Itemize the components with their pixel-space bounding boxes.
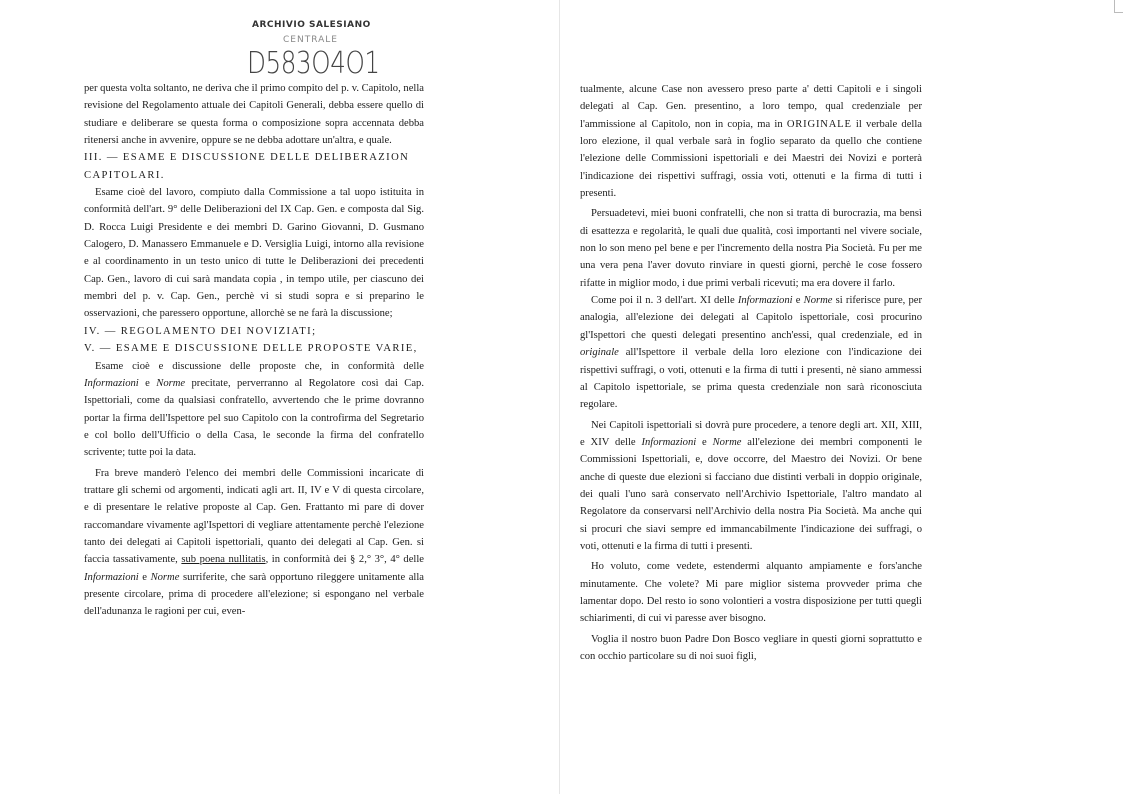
left-text-column xyxy=(84,80,424,621)
section-heading-iii: III. — ESAME E DISCUSSIONE DELLE DELIBERAZION CAPITOLARI. xyxy=(84,152,410,181)
right-paragraph: Voglia il nostro buon Padre Don Bosco vegliare in questi giorni soprattutto e con occhio particolare su di noi suoi figli, xyxy=(580,633,922,662)
right-text-column xyxy=(580,81,922,665)
page-corner-mark xyxy=(1114,0,1123,13)
right-paragraph: Come poi il n. 3 dell'art. XI delle Informazioni e Norme si riferisce pure, per analogia, all'elezione dei delegati al Capitolo ispettoriale, così procurino gl'Ispettori che questi delegati presentino anch'essi, qual credenziale, ed in originale all'Ispettore il verbale della loro elezione con l'indicazione dei rispettivi suffragi, o voti, ottenuti e la firma di tutti i presenti, nè siano ammessi al Capitolo ispettoriale, se prima questa credenziale non sarà riconosciuta regolare. xyxy=(580,295,922,411)
left-paragraph: per questa volta soltanto, ne deriva che il primo compito del p. v. Capitolo, nella revisione del Regolamento attuale dei Capitoli Generali, debba essere quello di studiare e deliberare se questa forma o composizione sopra accennata debba ritenersi anche in avvenire, oppure se ne debba adottare un'altra, e quale. xyxy=(84,83,424,147)
left-page xyxy=(0,0,560,794)
left-paragraph: Esame cioè del lavoro, compiuto dalla Commissione a tal uopo istituita in conformità dell'art. 9° delle Deliberazioni del IX Cap. Gen. e composta dal Sig. D. Rocca Luigi Presidente e dei membri D. Garino Giovanni, D. Gusmano Calogero, D. Manassero Emmanuele e D. Versiglia Luigi, intorno alla revisione e al coordinamento in un testo unico di tutte le Deliberazioni dei precedenti Cap. Gen., lavoro di cui sarà mandata copia , in tempo utile, per ciascuno dei membri del p. v. Cap. Gen., perchè vi si studi sopra e si preparino le osservazioni, che paressero opportune, allorchè se ne farà la discussione; xyxy=(84,187,424,320)
left-paragraph: Fra breve manderò l'elenco dei membri delle Commissioni incaricate di trattare gli schemi od argomenti, indicati agli art. II, IV e V di questa circolare, e di presentare le relative proposte al Cap. Gen. Frattanto mi pare di dover raccomandare vivamente agl'Ispettori di vegliare attentamente perchè l'elezione tanto dei delegati ai Capitoli ispettoriali, quanto dei delegati al Cap. Gen. si faccia tassativamente, sub poena nullitatis, in conformità dei § 2,° 3°, 4° delle Informazioni e Norme surriferite, che sarà opportuno rileggere unitamente alla presente circolare, prima di procedere all'elezione; si espongano nel verbale dell'adunanza le ragioni per cui, even- xyxy=(84,467,425,618)
stamp-archive-name: ARCHIVIO SALESIANO xyxy=(252,20,371,30)
right-paragraph: Nei Capitoli ispettoriali si dovrà pure procedere, a tenore degli art. XII, XIII, e XIV delle Informazioni e Norme all'elezione dei membri componenti le Commissioni Ispettoriali, e, dove occorre, del Maestro dei Novizi. Or bene anche di queste due elezioni si facciano due distinti verbali in doppio originale, dei quali l'uno sarà conservato nell'Archivio Ispettoriale, l'altro mandato al Regolatore da conservarsi nell'Archivio della nostra Pia Società. Ma anche qui si procuri che siavi sempre ed immancabilmente l'indicazione dei suffragi, o voti, ottenuti e la firma di tutti i presenti. xyxy=(580,419,923,552)
underlined-phrase: sub poena nullitatis xyxy=(181,554,266,566)
right-paragraph: tualmente, alcune Case non avessero preso parte a' detti Capitoli e i singoli delegati al Cap. Gen. presentino, a loro tempo, qual credenziale per l'ammissione al Capitolo, non in copia, ma in ORIGINALE il verbale della loro elezione, il qual verbale sarà in foglio separato da quello che contiene l'elezione delle Commissioni ispettoriali e dei Maestri dei Novizi e porterà l'indicazione dei rispettivi suffragi, ossia voti, ottenuti e la firma di tutti i presenti. xyxy=(580,84,922,200)
section-heading-iv: IV. — REGOLAMENTO DEI NOVIZIATI; xyxy=(84,325,317,337)
right-paragraph: Persuadetevi, miei buoni confratelli, che non si tratta di burocrazia, ma bensì di esattezza e regolarità, le quali due qualità, così importanti nel vivere sociale, non lo son meno pel bene e per l'incremento della nostra Pia Società. Fu per me una vera pena l'aver dovuto rinviare in questi giorni, perchè le cose fossero rifatte in miglior modo, i due primi verbali ricevuti; ma era dovere il farlo. xyxy=(580,208,922,289)
right-page xyxy=(560,0,1123,794)
archive-stamp xyxy=(247,20,380,82)
left-paragraph: Esame cioè e discussione delle proposte che, in conformità delle Informazioni e Norme precitate, perverranno al Regolatore così dai Cap. Ispettoriali, come da qualsiasi confratello, avvertendo che le prime dovranno portar la firma dell'Ispettore pel suo Capitolo con la controfirma del Segretario e col bollo dell'Ufficio o della Casa, le seconde la firma del confratello scrivente; tutte poi la data. xyxy=(84,360,424,459)
stamp-archive-code: D583O4O1 xyxy=(247,46,380,81)
stamp-archive-sub: CENTRALE xyxy=(283,35,338,45)
right-paragraph: Ho voluto, come vedete, estendermi alquanto ampiamente e fors'anche minutamente. Che volete? Mi pare miglior sistema provveder prima che lamentar dopo. Del resto io sono volontieri a vostra disposizione per tutti quegli schiarimenti, di cui vi paresse aver bisogno. xyxy=(580,561,922,625)
section-heading-v: V. — ESAME E DISCUSSIONE DELLE PROPOSTE VARIE, xyxy=(84,343,418,355)
